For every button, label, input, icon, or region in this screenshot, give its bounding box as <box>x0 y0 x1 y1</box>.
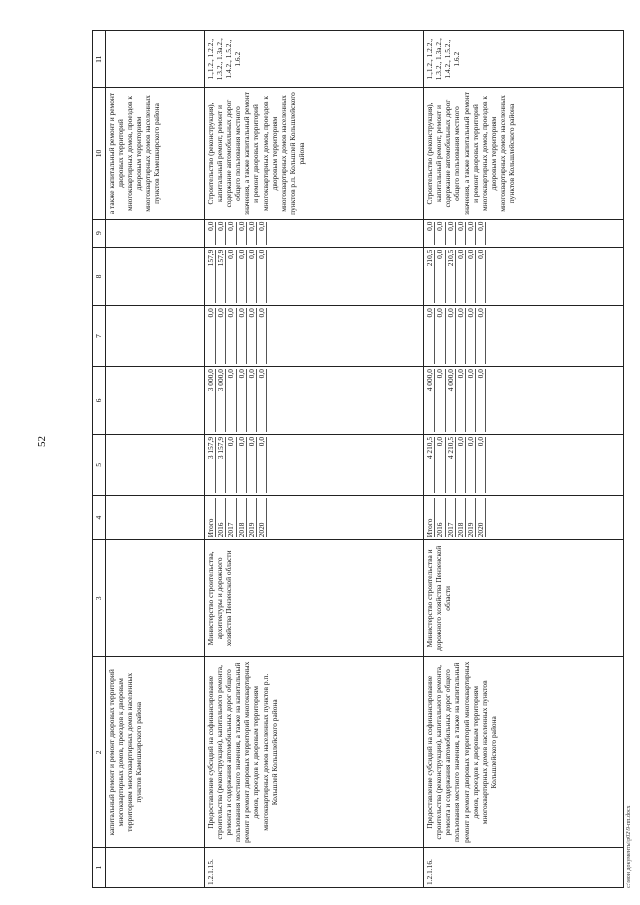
executor: Министерство строительства, архитектуры и дорожного хозяйства Пензенской области <box>205 540 424 657</box>
amount: 0,0 <box>247 250 257 304</box>
header-cell: 4 <box>93 495 106 539</box>
amount: 210,5 <box>425 250 435 304</box>
year-value: 2020 <box>476 498 486 537</box>
continued-result: а также капитальный ремонт и ремонт дворовых территорий многоквартирных домов, проездов к дворовым территориям многоквартирных домов населенных пунктов Камешкирского района <box>106 88 205 219</box>
amount: 0,0 <box>446 308 456 364</box>
amount: 0,0 <box>247 369 257 432</box>
amount: 4 000,0 <box>425 369 435 432</box>
amount: 0,0 <box>237 437 247 493</box>
amount: 0,0 <box>226 308 236 364</box>
amount: 3 157,9 <box>206 437 216 493</box>
page-number: 52 <box>36 436 48 447</box>
amount: 0,0 <box>446 222 456 245</box>
expected-result: Строительство (реконструкция), капитальный ремонт, ремонт и содержание автомобильных дорог общего пользования местного значения, а также капитальный ремонт и ремонт дворовых территорий многоквартирных домов, проездов к дворовым территориям многоквартирных домов населенных пунктов р.п. Кольшлей Кольшлейского района <box>205 88 424 219</box>
year-value: 2017 <box>226 498 236 537</box>
amount: 210,5 <box>446 250 456 304</box>
indicator-links: 1.,1.2., 1.2.2., 1.3.2., 1.3а.2., 1.4.2., 1.5.2., 1.6.2 <box>424 31 624 88</box>
year-value: Итого <box>206 498 216 537</box>
amount: 0,0 <box>257 308 267 364</box>
amount: 0,0 <box>435 308 445 364</box>
header-cell: 3 <box>93 540 106 657</box>
amount: 0,0 <box>456 437 466 493</box>
years-cell <box>205 495 424 539</box>
year-value: 2016 <box>216 498 226 537</box>
amount: 4 210,5 <box>446 437 456 493</box>
rotated-page-content <box>92 30 636 888</box>
amount: 0,0 <box>466 369 476 432</box>
year-value: 2018 <box>237 498 247 537</box>
year-value: 2017 <box>446 498 456 537</box>
years-cell <box>424 495 624 539</box>
amount: 0,0 <box>237 222 247 245</box>
other-sources-cell <box>205 219 424 247</box>
local-budget-cell <box>424 247 624 306</box>
header-cell: 9 <box>93 219 106 247</box>
year-value: 2019 <box>466 498 476 537</box>
total-cell <box>424 434 624 495</box>
amount: 0,0 <box>206 222 216 245</box>
regional-budget-cell <box>424 367 624 435</box>
header-row <box>93 31 106 888</box>
amount: 0,0 <box>476 308 486 364</box>
amount: 0,0 <box>237 369 247 432</box>
amount: 0,0 <box>435 437 445 493</box>
table-row <box>424 31 624 888</box>
continued-name: капитальный ремонт и ремонт дворовых территорий многоквартирных домов, проездов к дворовым территориям многоквартирных домов населенных пунктов Камешкирского района <box>106 657 205 848</box>
amount: 0,0 <box>226 250 236 304</box>
local-budget-cell <box>205 247 424 306</box>
amount: 0,0 <box>257 222 267 245</box>
header-cell: 2 <box>93 657 106 848</box>
other-sources-cell <box>424 219 624 247</box>
amount: 3 157,9 <box>216 437 226 493</box>
amount: 0,0 <box>206 308 216 364</box>
amount: 0,0 <box>466 222 476 245</box>
header-cell: 1 <box>93 848 106 888</box>
amount: 0,0 <box>425 222 435 245</box>
header-cell: 10 <box>93 88 106 219</box>
header-cell: 6 <box>93 367 106 435</box>
amount: 0,0 <box>247 437 257 493</box>
amount: 0,0 <box>237 250 247 304</box>
amount: 0,0 <box>435 250 445 304</box>
amount: 0,0 <box>216 222 226 245</box>
amount: 0,0 <box>476 437 486 493</box>
year-value: Итого <box>425 498 435 537</box>
amount: 0,0 <box>466 250 476 304</box>
continuation-row <box>106 31 205 888</box>
amount: 0,0 <box>456 250 466 304</box>
header-cell: 7 <box>93 306 106 367</box>
program-table <box>92 30 624 888</box>
amount: 3 000,0 <box>216 369 226 432</box>
year-value: 2016 <box>435 498 445 537</box>
amount: 0,0 <box>466 437 476 493</box>
amount: 0,0 <box>257 369 267 432</box>
expected-result: Строительство (реконструкция), капитальный ремонт, ремонт и содержание автомобильных дорог общего пользования местного значения, а также капитальный ремонт и ремонт дворовых территорий многоквартирных домов, проездов к дворовым территориям многоквартирных домов населенных пунктов Кольшлейского района <box>424 88 624 219</box>
regional-budget-cell <box>205 367 424 435</box>
amount: 0,0 <box>456 369 466 432</box>
executor: Министерство строительства и дорожного хозяйства Пензенской области <box>424 540 624 657</box>
amount: 0,0 <box>226 222 236 245</box>
year-value: 2020 <box>257 498 267 537</box>
header-cell: 8 <box>93 247 106 306</box>
federal-budget-cell <box>205 306 424 367</box>
amount: 0,0 <box>456 308 466 364</box>
indicator-links: 1.,1.2., 1.2.2., 1.3.2., 1.3а.2., 1.4.2., 1.5.2., 1.6.2 <box>205 31 424 88</box>
amount: 0,0 <box>216 308 226 364</box>
amount: 0,0 <box>226 369 236 432</box>
header-cell: 11 <box>93 31 106 88</box>
amount: 0,0 <box>425 308 435 364</box>
row-number: 1.2.1.16. <box>424 848 624 888</box>
table-row <box>205 31 424 888</box>
amount: 0,0 <box>257 437 267 493</box>
amount: 157,9 <box>206 250 216 304</box>
row-number: 1.2.1.15. <box>205 848 424 888</box>
amount: 0,0 <box>247 222 257 245</box>
amount: 4 210,5 <box>425 437 435 493</box>
measure-name: Предоставление субсидий на софинансирование строительства (реконструкции), капитального ремонта, ремонта и содержания автомобильных дорог общего пользования местного значения, а также на капитальный ремонт и ремонт дворовых территорий многоквартирных домов, проездов к дворовым территориям многоквартирных домов населенных пунктов Кольшлейского района <box>424 657 624 848</box>
amount: 0,0 <box>476 250 486 304</box>
amount: 0,0 <box>435 369 445 432</box>
amount: 0,0 <box>476 222 486 245</box>
amount: 3 000,0 <box>206 369 216 432</box>
total-cell <box>205 434 424 495</box>
amount: 157,9 <box>216 250 226 304</box>
amount: 0,0 <box>247 308 257 364</box>
amount: 4 000,0 <box>446 369 456 432</box>
year-value: 2019 <box>247 498 257 537</box>
amount: 0,0 <box>476 369 486 432</box>
file-path-footer: c:\мои документы\р02\9-пп.docx <box>626 805 632 888</box>
amount: 0,0 <box>257 250 267 304</box>
header-cell: 5 <box>93 434 106 495</box>
amount: 0,0 <box>456 222 466 245</box>
year-value: 2018 <box>456 498 466 537</box>
measure-name: Предоставление субсидий на софинансирование строительства (реконструкции), капитального ремонта, ремонта и содержания автомобильных дорог общего пользования местного значения, а также на капитальный ремонт и ремонт дворовых территорий многоквартирных домов, проездов к дворовым территориям многоквартирных домов населенных пунктов р.п. Кольшлей Кольшлейского района <box>205 657 424 848</box>
amount: 0,0 <box>435 222 445 245</box>
federal-budget-cell <box>424 306 624 367</box>
amount: 0,0 <box>226 437 236 493</box>
amount: 0,0 <box>237 308 247 364</box>
amount: 0,0 <box>466 308 476 364</box>
